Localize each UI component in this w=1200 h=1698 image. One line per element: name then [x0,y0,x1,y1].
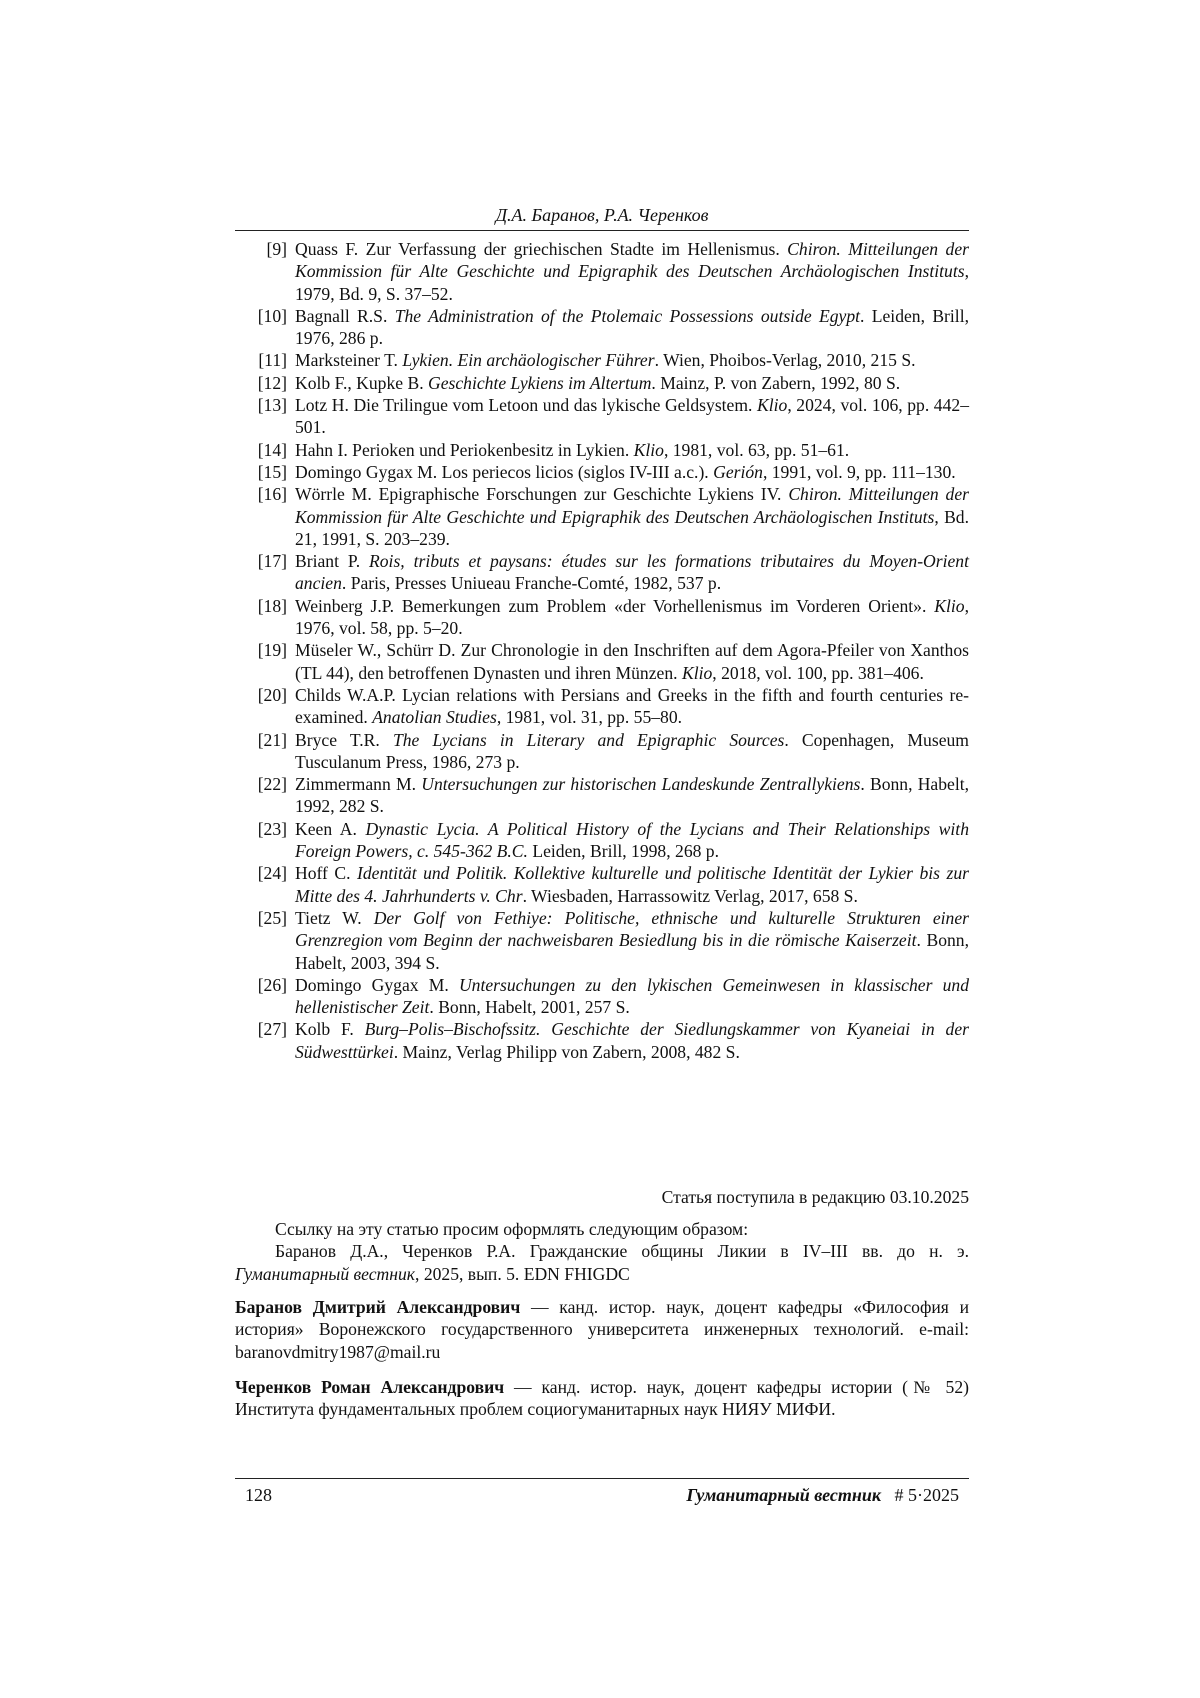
reference-item [235,372,969,394]
reference-number: [22] [257,774,287,795]
reference-number: [24] [257,863,287,884]
running-title: Д.А. Баранов, Р.А. Черенков [495,205,709,225]
reference-item [235,729,969,774]
author-bio [235,1376,969,1421]
author-description: — канд. истор. наук, доцент кафедры «Философия и история» Воронежского государственного университета инженерных технологий. e-mail: baranovdmitry1987@mail.ru [235,1297,970,1362]
reference-item [235,550,969,595]
journal-issue [686,1484,959,1506]
reference-text: Zimmermann M. Untersuchungen zur historischen Landeskunde Zentrallykiens. Bonn, Habelt, 1992, 282 S. [295,774,970,817]
reference-number: [12] [257,372,287,393]
citation-block [235,1218,969,1285]
citation-intro: Ссылку на эту статью просим оформлять следующим образом: [275,1219,749,1239]
journal-name: Гуманитарный вестник [686,1485,881,1505]
reference-number: [16] [257,484,287,505]
reference-text: Kolb F., Kupke B. Geschichte Lykiens im Altertum. Mainz, P. von Zabern, 1992, 80 S. [295,372,901,393]
citation-journal: Гуманитарный вестник [235,1263,416,1284]
received-note: Статья поступила в редакцию 03.10.2025 [661,1187,969,1207]
reference-item [235,394,969,439]
reference-text: Lotz H. Die Trilingue vom Letoon und das lykische Geldsystem. Klio, 2024, vol. 106, pp. 442–501. [295,395,969,438]
reference-number: [9] [266,239,287,259]
reference-text: Domingo Gygax M. Los periecos licios (siglos IV-III a.c.). Gerión, 1991, vol. 9, pp. 111–130. [295,461,956,482]
reference-number: [13] [257,395,287,416]
reference-number: [11] [258,350,287,371]
reference-item [235,639,969,684]
reference-number: [15] [257,461,287,482]
reference-text: Kolb F. Burg–Polis–Bischofssitz. Geschichte der Siedlungskammer von Kyaneiai in der Südwesttürkei. Mainz, Verlag Philipp von Zabern, 2008, 482 S. [295,1019,969,1062]
reference-text: Domingo Gygax M. Untersuchungen zu den lykischen Gemeinwesen in klassischer und hellenistischer Zeit. Bonn, Habelt, 2001, 257 S. [295,974,969,1018]
page-number: 128 [245,1485,272,1505]
reference-item [235,439,969,461]
reference-number: [19] [257,640,287,661]
reference-item [235,595,969,640]
reference-item [235,1018,969,1063]
reference-item [235,483,969,550]
author-description: — канд. истор. наук, доцент кафедры истории (№ 52) Института фундаментальных проблем социогуманитарных наук НИЯУ МИФИ. [235,1377,970,1420]
reference-number: [14] [257,439,287,460]
reference-list [235,238,969,1063]
footer-rule [235,1478,969,1479]
reference-text: Keen A. Dynastic Lycia. A Political History of the Lycians and Their Relationships with Foreign Powers, c. 545-362 B.C. Leiden, Brill, 1998, 268 p. [295,818,969,862]
reference-item [235,818,969,863]
reference-number: [17] [257,551,287,572]
reference-item [235,684,969,729]
author-name: Черенков Роман Александрович [235,1377,505,1397]
reference-item [235,349,969,371]
reference-text: Quass F. Zur Verfassung der griechischen Stadte im Hellenismus. Chiron. Mitteilungen der Kommission für Alte Geschichte und Epigraphik des Deutschen Archäologischen Instituts, 1979, Bd. 9, S. 37–52. [295,239,969,304]
author-bio [235,1296,969,1363]
reference-item [235,862,969,907]
citation-details: , 2025, вып. 5. EDN FHIGDC [415,1263,630,1284]
reference-item [235,907,969,974]
reference-item [235,238,969,305]
reference-item [235,974,969,1019]
citation-text [235,1240,969,1285]
reference-number: [10] [257,305,287,326]
reference-item [235,773,969,818]
reference-number: [20] [257,684,287,705]
reference-text: Hahn I. Perioken und Periokenbesitz in Lykien. Klio, 1981, vol. 63, pp. 51–61. [295,439,850,460]
reference-number: [18] [257,595,287,616]
citation-authors-title: Баранов Д.А., Черенков Р.А. Гражданские общины Ликии в IV–III вв. до н. э. [275,1241,969,1262]
reference-text: Bryce T.R. The Lycians in Literary and Epigraphic Sources. Copenhagen, Museum Tusculanum Press, 1986, 273 p. [295,729,969,772]
reference-text: Müseler W., Schürr D. Zur Chronologie in den Inschriften auf dem Agora-Pfeiler von Xanthos (TL 44), den betroffenen Dynasten und ihren Münzen. Klio, 2018, vol. 100, pp. 381–406. [295,640,969,683]
reference-text: Wörrle M. Epigraphische Forschungen zur Geschichte Lykiens IV. Chiron. Mitteilungen der Kommission für Alte Geschichte und Epigraphik des Deutschen Archäologischen Instituts, Bd. 21, 1991, S. 203–239. [295,484,969,549]
issue-number: # 5·2025 [894,1485,959,1505]
reference-text: Briant P. Rois, tributs et paysans: études sur les formations tributaires du Moyen-Orient ancien. Paris, Presses Uniueau Franche-Comté, 1982, 537 p. [295,551,969,594]
reference-text: Marksteiner T. Lykien. Ein archäologischer Führer. Wien, Phoibos-Verlag, 2010, 215 S. [295,350,916,371]
reference-text: Bagnall R.S. The Administration of the Ptolemaic Possessions outside Egypt. Leiden, Brill, 1976, 286 p. [295,305,969,349]
reference-text: Weinberg J.P. Bemerkungen zum Problem «der Vorhellenismus im Vorderen Orient». Klio, 1976, vol. 58, pp. 5–20. [295,595,969,639]
reference-text: Hoff C. Identität und Politik. Kollektive kulturelle und politische Identität der Lykier bis zur Mitte des 4. Jahrhunderts v. Chr. Wiesbaden, Harrassowitz Verlag, 2017, 658 S. [295,863,969,906]
reference-text: Tietz W. Der Golf von Fethiye: Politische, ethnische und kulturelle Strukturen einer Grenzregion vom Beginn der nachweisbaren Besiedlung bis in die römische Kaiserzeit. Bonn, Habelt, 2003, 394 S. [295,907,970,973]
reference-number: [26] [257,974,287,995]
reference-number: [25] [257,907,287,928]
reference-item [235,461,969,483]
reference-number: [27] [257,1019,287,1040]
header-rule [235,230,969,231]
reference-number: [21] [257,729,287,750]
reference-number: [23] [257,818,287,839]
author-name: Баранов Дмитрий Александрович [235,1297,521,1317]
reference-item [235,305,969,350]
reference-text: Childs W.A.P. Lycian relations with Persians and Greeks in the fifth and fourth centuries re-examined. Anatolian Studies, 1981, vol. 31, pp. 55–80. [295,684,969,728]
